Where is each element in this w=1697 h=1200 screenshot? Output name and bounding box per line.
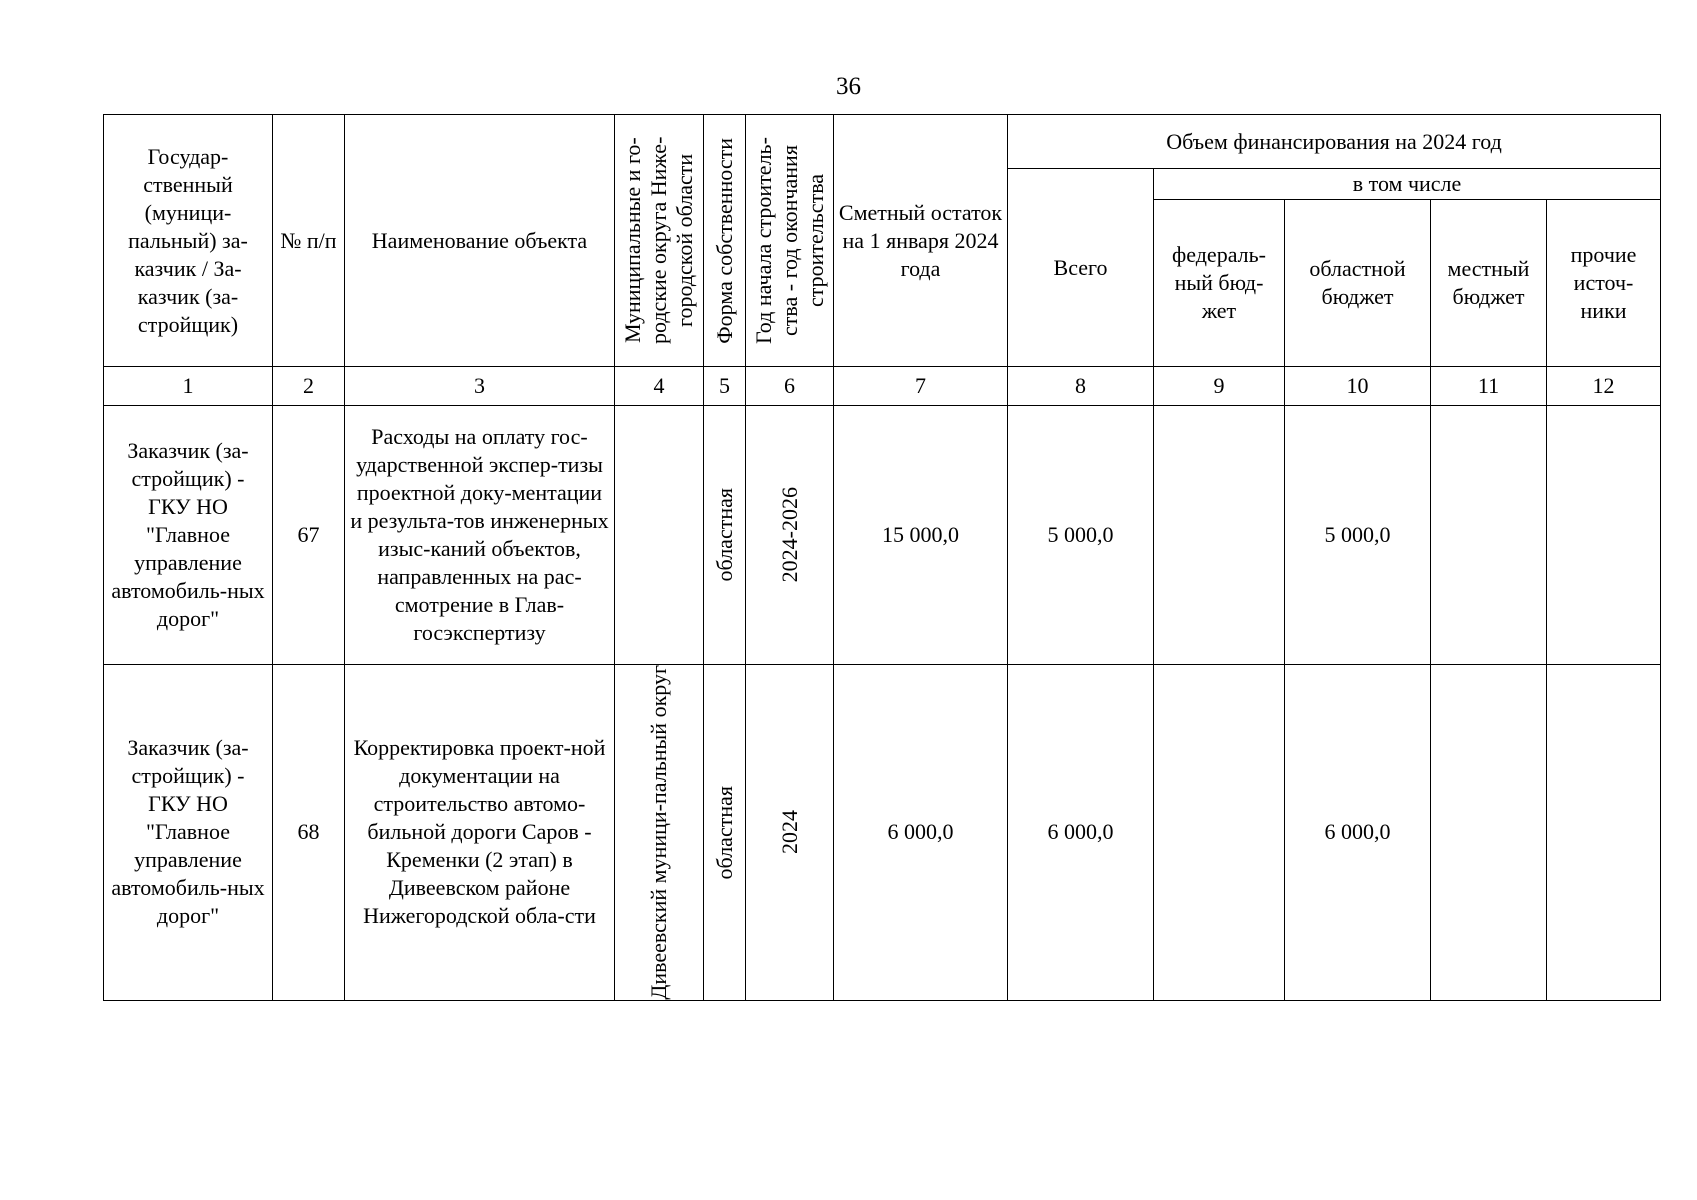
header-other: прочие источ-ники xyxy=(1547,200,1661,367)
column-number: 9 xyxy=(1154,367,1285,406)
construction-financing-table xyxy=(103,114,1661,1001)
cell-federal xyxy=(1154,406,1285,665)
cell-object: Расходы на оплату гос-ударственной экспер-тизы проектной доку-ментации и результа-тов инженерных изыс-каний объектов, направленных на рас-смотрение в Глав-госэкспертизу xyxy=(345,406,615,665)
cell-regional: 6 000,0 xyxy=(1285,665,1431,1001)
header-number: № п/п xyxy=(273,115,345,367)
cell-ownership: областная xyxy=(704,665,746,1001)
header-years: Год начала строитель-ства - год окончания строительства xyxy=(746,115,834,367)
header-customer: Государ-ственный (муници-пальный) за-казчик / За-казчик (за-стройщик) xyxy=(104,115,273,367)
header-regional: областной бюджет xyxy=(1285,200,1431,367)
cell-estimate: 6 000,0 xyxy=(834,665,1008,1001)
header-local: местный бюджет xyxy=(1431,200,1547,367)
header-district: Муниципальные и го-родские округа Ниже-городской области xyxy=(615,115,704,367)
cell-other xyxy=(1547,406,1661,665)
header-including: в том числе xyxy=(1154,169,1661,200)
column-number: 8 xyxy=(1008,367,1154,406)
column-number: 12 xyxy=(1547,367,1661,406)
column-number: 11 xyxy=(1431,367,1547,406)
cell-years: 2024-2026 xyxy=(746,406,834,665)
cell-local xyxy=(1431,665,1547,1001)
column-number: 5 xyxy=(704,367,746,406)
header-financing: Объем финансирования на 2024 год xyxy=(1008,115,1661,169)
cell-local xyxy=(1431,406,1547,665)
column-number: 6 xyxy=(746,367,834,406)
cell-estimate: 15 000,0 xyxy=(834,406,1008,665)
table-row xyxy=(104,406,1661,665)
cell-district xyxy=(615,406,704,665)
header-object-name: Наименование объекта xyxy=(345,115,615,367)
cell-number: 67 xyxy=(273,406,345,665)
cell-district: Дивеевский муници-пальный округ xyxy=(615,665,704,1001)
cell-federal xyxy=(1154,665,1285,1001)
cell-customer: Заказчик (за-стройщик) - ГКУ НО "Главное управление автомобиль-ных дорог" xyxy=(104,665,273,1001)
column-number: 7 xyxy=(834,367,1008,406)
cell-total: 5 000,0 xyxy=(1008,406,1154,665)
column-number: 4 xyxy=(615,367,704,406)
header-federal: федераль-ный бюд-жет xyxy=(1154,200,1285,367)
cell-other xyxy=(1547,665,1661,1001)
header-total: Всего xyxy=(1008,169,1154,367)
cell-ownership: областная xyxy=(704,406,746,665)
page-number: 36 xyxy=(836,73,861,100)
cell-object: Корректировка проект-ной документации на строительство автомо-бильной дороги Саров - Кременки (2 этап) в Дивеевском районе Нижегородской обла-сти xyxy=(345,665,615,1001)
cell-total: 6 000,0 xyxy=(1008,665,1154,1001)
cell-regional: 5 000,0 xyxy=(1285,406,1431,665)
table-row xyxy=(104,665,1661,1001)
column-number: 3 xyxy=(345,367,615,406)
column-number: 1 xyxy=(104,367,273,406)
header-estimate: Сметный остаток на 1 января 2024 года xyxy=(834,115,1008,367)
cell-customer: Заказчик (за-стройщик) - ГКУ НО "Главное управление автомобиль-ных дорог" xyxy=(104,406,273,665)
header-row-1 xyxy=(104,115,1661,169)
column-number: 2 xyxy=(273,367,345,406)
cell-years: 2024 xyxy=(746,665,834,1001)
cell-number: 68 xyxy=(273,665,345,1001)
header-ownership: Форма собственности xyxy=(704,115,746,367)
column-numbers-row xyxy=(104,367,1661,406)
column-number: 10 xyxy=(1285,367,1431,406)
